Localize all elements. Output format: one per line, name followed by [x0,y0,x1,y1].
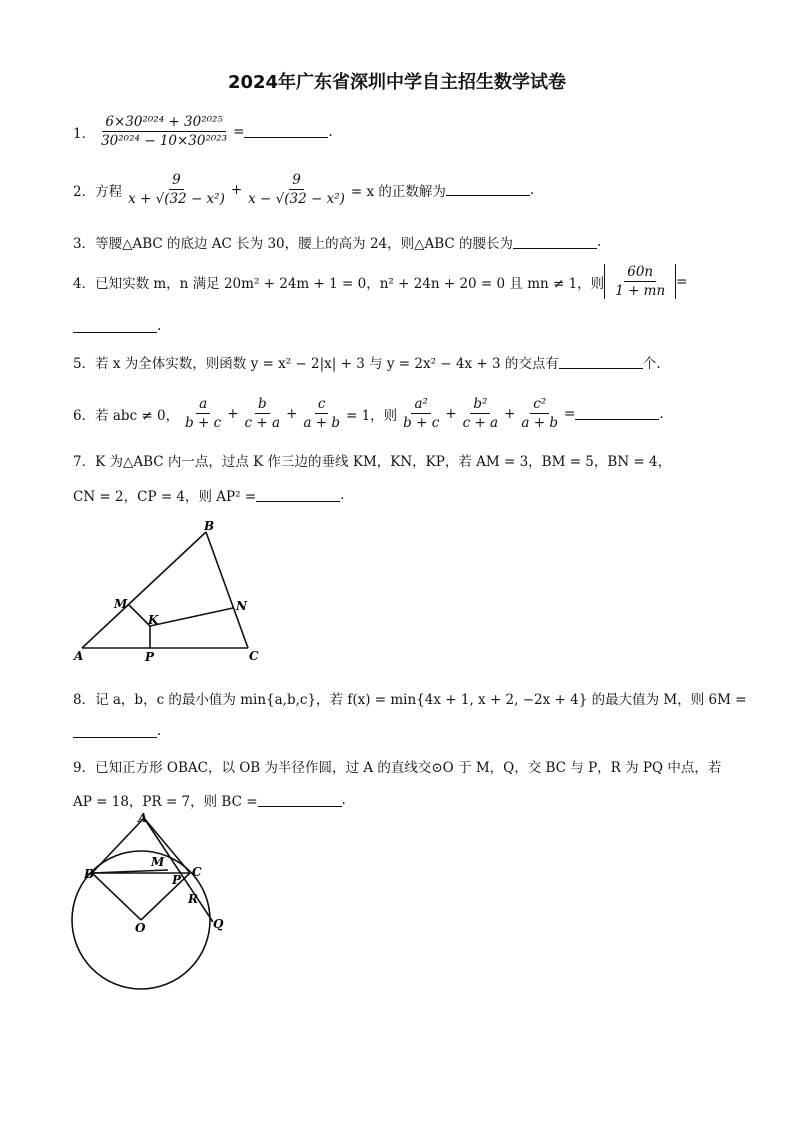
answer-blank[interactable] [73,725,157,738]
page-title: 2024年广东省深圳中学自主招生数学试卷 [227,72,567,93]
denominator: b + c [403,415,440,431]
period: . [529,181,535,198]
question-text: AP = 18，PR = 7，则 BC = [73,794,258,810]
label-p: P [172,873,182,887]
answer-blank[interactable] [513,236,597,249]
denominator: c + a [244,415,281,431]
label-a: A [74,649,84,663]
denominator: x + √(32 − x²) [128,191,225,207]
denominator: a + b [521,415,559,431]
label-m: M [151,855,165,869]
plus-sign: + [230,181,243,198]
question-7 [73,450,671,470]
answer-blank[interactable] [256,489,340,502]
numerator: c [315,396,329,414]
fraction [300,396,343,431]
period: . [328,123,333,140]
prefix-text: 若 abc ≠ 0， [95,407,180,424]
label-c: C [249,649,259,663]
question-4-answer-line [73,318,161,334]
circle-square-figure [70,810,240,1000]
period: . [597,234,602,250]
numerator: c² [530,396,549,414]
period: . [341,792,346,808]
denominator: c + a [462,415,499,431]
question-text: CN = 2，CP = 4，则 AP² = [73,489,257,505]
label-b: B [84,867,95,881]
prefix-text: 方程 [95,183,123,200]
fraction [518,396,561,431]
question-text: 已知实数 m，n 满足 20m² + 24m + 1 = 0，n² + 24n + 20 = 0 且 mn ≠ 1，则 [95,275,605,292]
question-number: 7． [73,454,96,470]
triangle-figure [70,518,270,668]
numerator: b² [470,396,490,414]
numerator: 6×30²⁰²⁴ + 30²⁰²⁵ [102,114,225,132]
denominator: 1 + mn [615,283,666,299]
equals-sign: = [233,123,245,140]
period: . [157,723,162,739]
question-4 [73,264,687,299]
denominator: a + b [303,415,340,431]
fraction [612,264,668,299]
answer-blank[interactable] [575,407,659,420]
fraction [182,396,224,431]
fraction [245,172,348,207]
fraction [242,396,284,431]
question-text: 等腰△ABC 的底边 AC 长为 30，腰上的高为 24，则△ABC 的腰长为 [95,236,514,252]
question-9-line-2 [73,790,346,810]
question-2 [73,172,534,207]
question-number: 1． [73,125,96,142]
question-number: 3． [73,236,96,252]
numerator: b [255,396,270,414]
answer-blank[interactable] [258,794,342,807]
numerator: 60n [624,264,656,282]
period: . [659,405,664,422]
question-5 [73,352,661,372]
fraction [98,114,230,149]
label-b: B [204,519,215,533]
answer-blank[interactable] [559,356,643,369]
label-o: O [135,921,146,935]
fraction [400,396,442,431]
question-1 [73,114,333,149]
question-number: 2． [73,183,96,200]
question-7-line-2 [73,485,344,505]
answer-blank[interactable] [73,320,157,333]
unit-text: 个. [642,356,661,372]
label-a: A [138,811,148,825]
denominator: 30²⁰²⁴ − 10×30²⁰²³ [101,133,228,149]
question-text: 已知正方形 OBAC，以 OB 为半径作圆，过 A 的直线交⊙O 于 M，Q，交 BC 与 P，R 为 PQ 中点，若 [95,760,722,776]
period: . [157,318,162,334]
numerator: 9 [289,172,304,190]
question-number: 9． [73,760,96,776]
label-c: C [192,865,202,879]
question-text: 记 a，b，c 的最小值为 min{a,b,c}，若 f(x) = min{4x + 1, x + 2, −2x + 4} 的最大值为 M，则 6M = [95,692,747,708]
label-k: K [148,613,159,627]
question-text: = 1，则 [345,407,398,424]
answer-blank[interactable] [244,125,328,138]
numerator: 9 [169,172,184,190]
numerator: a² [411,396,430,414]
label-q: Q [213,917,224,931]
question-3 [73,232,601,252]
label-m: M [114,597,128,611]
label-r: R [188,892,198,906]
question-9 [73,756,721,776]
question-8-answer-line [73,723,161,739]
equals-sign: = [564,405,576,422]
question-text: 若 x 为全体实数，则函数 y = x² − 2|x| + 3 与 y = 2x² − 4x + 3 的交点有 [95,356,559,372]
question-number: 4． [73,275,96,292]
fraction [125,172,228,207]
fraction [460,396,502,431]
question-text: = x 的正数解为 [350,183,446,200]
question-text: K 为△ABC 内一点，过点 K 作三边的垂线 KM，KN，KP，若 AM = 3，BM = 5，BN = 4， [95,454,672,470]
label-n: N [236,599,247,613]
absolute-value [604,264,676,299]
question-8 [73,688,747,708]
denominator: b + c [185,415,222,431]
question-number: 8． [73,692,96,708]
question-6: 6． 若 abc ≠ 0， $\frac{a}{b + c}$ + $\frac{b}{c + a}$ + $\frac{c}{a + b}$ = 1，则 $\frac{\text{a²}}{b + c}$ + $\frac{\text{b²}}{c + a}$ + $\frac{\text{c²}}{a + b}$ = . [73,396,664,431]
numerator: a [196,396,210,414]
answer-blank[interactable] [446,183,530,196]
period: . [340,487,345,503]
equals-sign: = [676,273,688,290]
question-number: 6． [73,407,96,424]
denominator: x − √(32 − x²) [248,191,345,207]
question-number: 5． [73,356,96,372]
label-p: P [145,650,155,664]
